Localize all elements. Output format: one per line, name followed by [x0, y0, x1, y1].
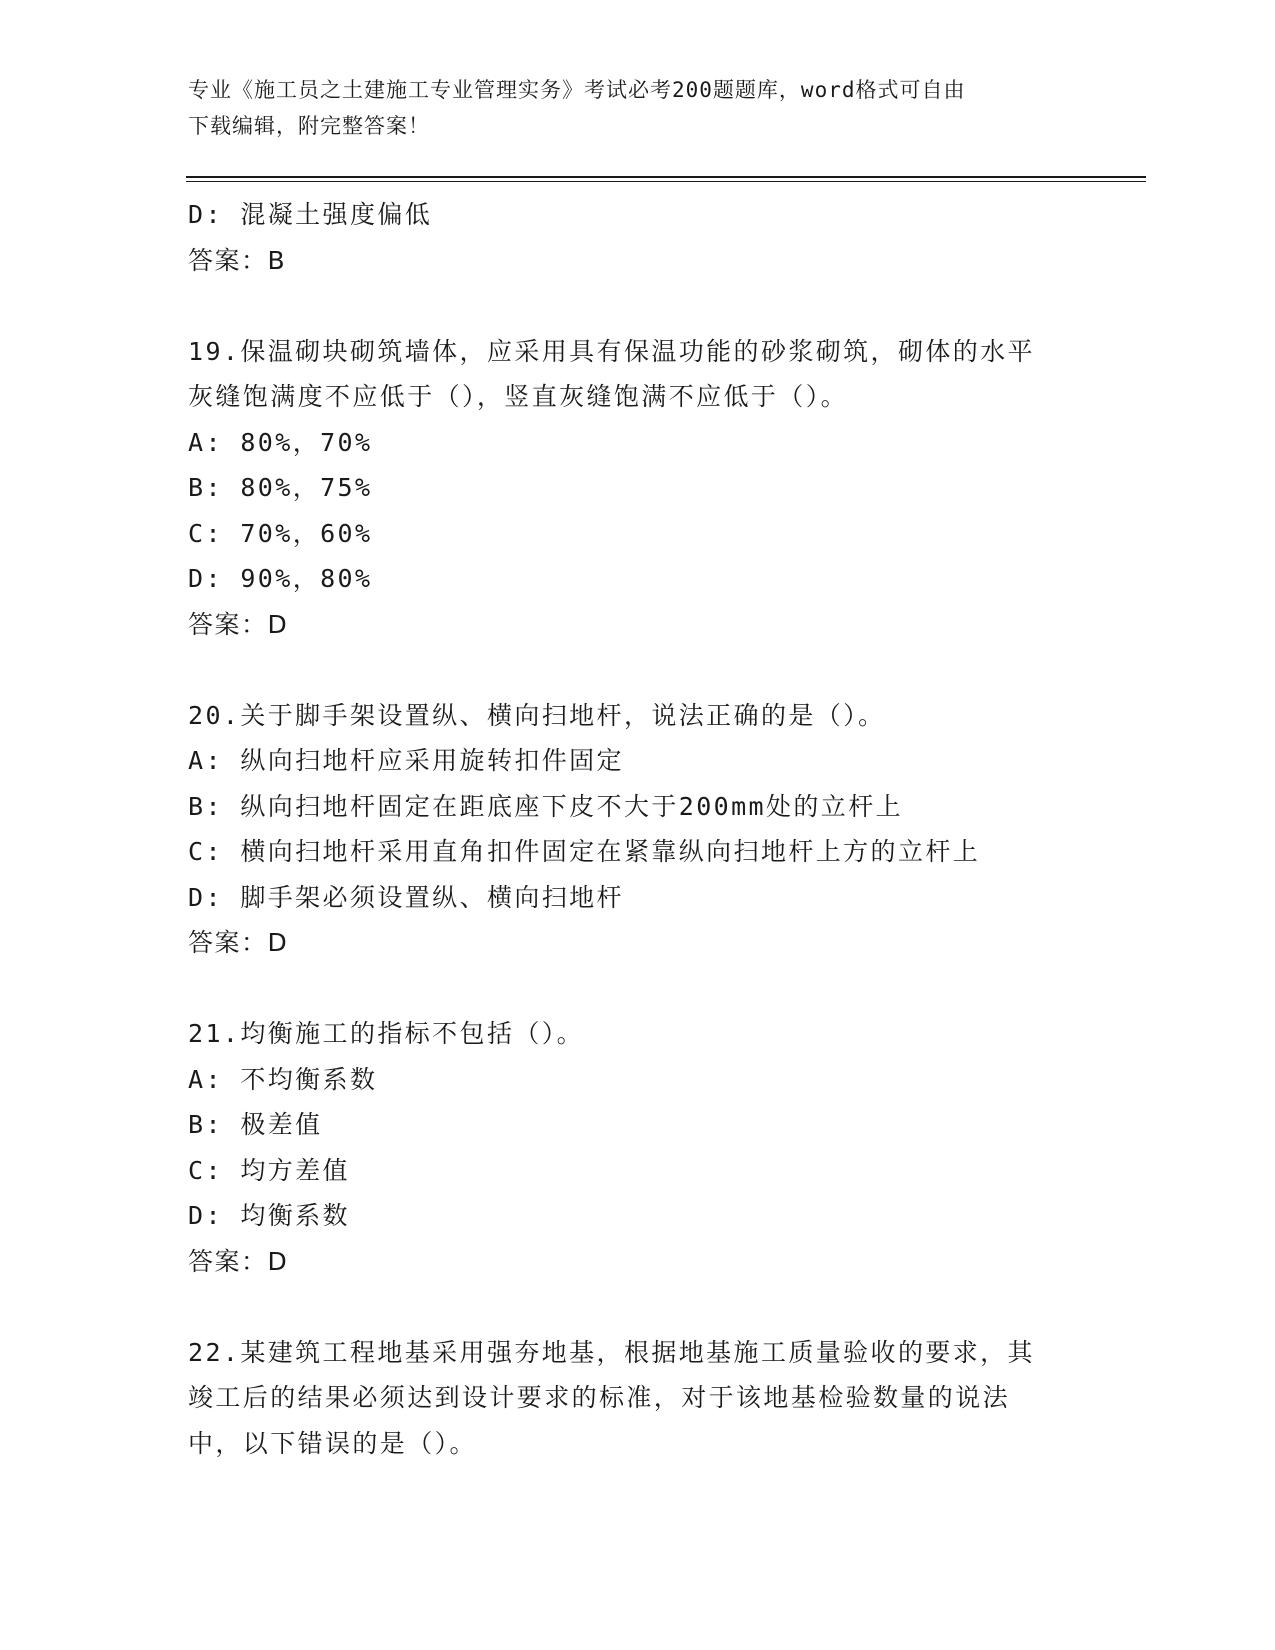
option-d: D: 均衡系数: [188, 1201, 350, 1230]
question-stem-line: 19.保温砌块砌筑墙体，应采用具有保温功能的砂浆砌筑，砌体的水平: [188, 336, 1035, 366]
option-a: A: 80%，70%: [188, 427, 373, 457]
option-b: B: 纵向扫地杆固定在距底座下皮不大于200mm处的立杆上: [188, 791, 904, 821]
option-c: C: 70%，60%: [188, 518, 373, 548]
option-a: A: 不均衡系数: [188, 1064, 378, 1094]
question-22: [188, 1330, 1088, 1467]
question-block-prev: [188, 192, 1088, 283]
question-stem-line: 中，以下错误的是（）。: [188, 1428, 477, 1458]
spacer: [188, 283, 1088, 329]
option-d: D: 混凝土强度偏低: [188, 200, 433, 229]
question-21: [188, 1011, 1088, 1284]
answer-line: 答案：D: [188, 609, 289, 639]
question-stem-line: 22.某建筑工程地基采用强夯地基，根据地基施工质量验收的要求，其: [188, 1337, 1035, 1367]
page-header: [188, 72, 1088, 144]
header-divider-thick: [186, 176, 1146, 178]
option-d: D: 脚手架必须设置纵、横向扫地杆: [188, 882, 624, 912]
header-line-1: 专业《施工员之土建施工专业管理实务》考试必考200题题库，word格式可自由: [188, 78, 966, 102]
question-stem-line: 20.关于脚手架设置纵、横向扫地杆，说法正确的是（）。: [188, 700, 886, 730]
answer-line: 答案：B: [188, 245, 287, 275]
option-a: A: 纵向扫地杆应采用旋转扣件固定: [188, 746, 624, 775]
option-b: B: 80%，75%: [188, 473, 373, 502]
spacer: [188, 966, 1088, 1012]
header-divider-thin: [186, 181, 1146, 182]
question-list: [188, 192, 1088, 1466]
answer-line: 答案：D: [188, 1246, 289, 1276]
question-20: [188, 693, 1088, 966]
option-d: D: 90%，80%: [188, 564, 373, 593]
question-19: [188, 329, 1088, 648]
answer-line: 答案：D: [188, 928, 289, 957]
option-c: C: 均方差值: [188, 1155, 350, 1185]
option-c: C: 横向扫地杆采用直角扣件固定在紧靠纵向扫地杆上方的立杆上: [188, 837, 981, 866]
question-stem-line: 21.均衡施工的指标不包括（）。: [188, 1019, 585, 1048]
spacer: [188, 647, 1088, 693]
spacer: [188, 1284, 1088, 1330]
option-b: B: 极差值: [188, 1110, 323, 1139]
question-stem-line: 竣工后的结果必须达到设计要求的标准，对于该地基检验数量的说法: [188, 1383, 1011, 1412]
header-line-2: 下载编辑，附完整答案！: [188, 114, 430, 138]
question-stem-line: 灰缝饱满度不应低于（），竖直灰缝饱满不应低于（）。: [188, 382, 849, 411]
